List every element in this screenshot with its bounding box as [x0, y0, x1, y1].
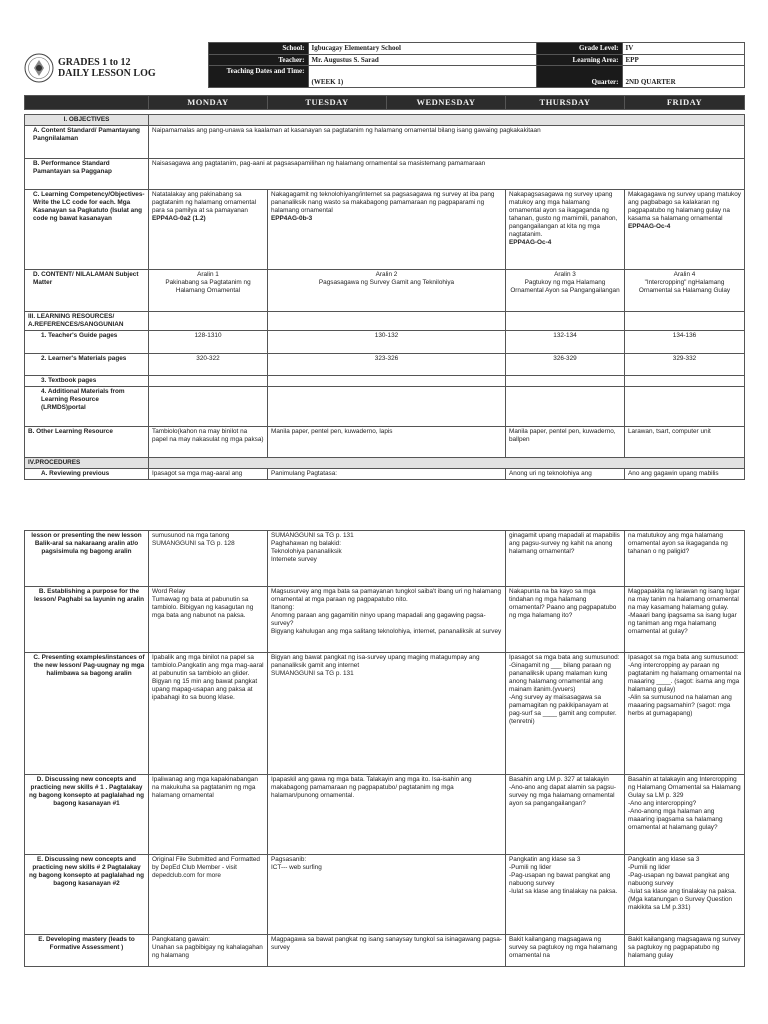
reviewing-friday: na matutukoy ang mga halamang ornamental ayon sa ikagaganda ng tahanan o ng paligid?: [625, 531, 745, 587]
mastery-label: E. Developing mastery (leads to Formative Assessment ): [25, 935, 149, 967]
tg-monday: 128-1310: [149, 330, 268, 353]
presenting-tuesday: Bigyan ang bawat pangkat ng isa-survey upang maging matagumpay ang pananaliksik gamit ang internet SUMANGGUNI sa TG p. 131: [268, 653, 506, 775]
other-resource-friday: Larawan, tsart, computer unit: [625, 426, 745, 457]
resources-heading: III. LEARNING RESOURCES/ A.REFERENCES/SANGGUNIAN: [25, 311, 149, 330]
performance-standard-text: Naisasagawa ang pagtatanim, pag-aani at pagsasapamilihan ng halamang ornamental sa masistemang pamamaraan: [149, 158, 745, 189]
additional-materials-label: 4. Additional Materials from Learning Resource (LRMDS)portal: [25, 386, 149, 426]
reviewing-thursday: ginagamit upang mapadali at mapabilis ang pagsu-survey ng kahit na anong halamang ornamental?: [506, 531, 625, 587]
area-value: EPP: [622, 54, 744, 66]
tg-tuesday: 130-132: [268, 330, 506, 353]
mastery-tuesday: Magpagawa sa bawat pangkat ng isang sanaysay tungkol sa isinagawang pagsa-survey: [268, 935, 506, 967]
discussing-1-monday: Ipaliwanag ang mga kapakinabangan na makukuha sa pagtatanim ng mga halamang ornamental: [149, 775, 268, 855]
lm-thursday: 326-329: [506, 353, 625, 375]
lesson-table-2: [24, 530, 745, 967]
other-resource-monday: Tambiolo(kahon na may binilot na papel na may nakasulat ng mga paksa): [149, 426, 268, 457]
lm-tuesday: 323-326: [268, 353, 506, 375]
reviewing-tuesday: SUMANGGUNI sa TG p. 131 Paghahawan ng balakid: Teknolohiya pananaliksik Internete survey: [268, 531, 506, 587]
day-wednesday: WEDNESDAY: [387, 95, 506, 109]
reviewing-friday-top: Ano ang gagawin upang mabilis: [625, 468, 745, 479]
content-label: D. CONTENT/ NILALAMAN Subject Matter: [25, 269, 149, 311]
day-tuesday: TUESDAY: [268, 95, 387, 109]
discussing-1-friday: Basahin at talakayin ang Intercropping ng Halamang Ornamental sa Halamang Gulay sa LM p. 329 -Ano ang intercropping? -Ano-anong mga halaman ang maaaring ipagsama sa halamang ornamental at halamang gulay?: [625, 775, 745, 855]
reviewing-tuesday-top: Panimulang Pagtatasa:: [268, 468, 506, 479]
lm-friday: 329-332: [625, 353, 745, 375]
lm-label: 2. Learner's Materials pages: [25, 353, 149, 375]
dates-value: (WEEK 1): [308, 66, 536, 88]
content-standard-label: A. Content Standard/ Pamantayang Pangnilalaman: [25, 125, 149, 158]
header-table: [24, 42, 745, 94]
dates-label: Teaching Dates and Time:: [208, 66, 308, 88]
day-monday: MONDAY: [149, 95, 268, 109]
purpose-label: B. Establishing a purpose for the lesson/ Paghabi sa layunin ng aralin: [25, 587, 149, 653]
reviewing-monday: sumusunod na mga tanong SUMANGGUNI sa TG p. 128: [149, 531, 268, 587]
mastery-thursday: Bakit kailangang magsagawa ng survey sa pagtukoy ng mga halamang ornamental na: [506, 935, 625, 967]
tg-thursday: 132-134: [506, 330, 625, 353]
purpose-monday: Word Relay Tumawag ng bata at pabunutin sa tambiolo. Bibigyan ng kasagutan ng mga bata ang nabunot na paksa.: [149, 587, 268, 653]
reviewing-monday-top: Ipasagot sa mga mag-aaral ang: [149, 468, 268, 479]
page-2: [24, 530, 744, 967]
quarter-label: Quarter:: [536, 66, 622, 88]
header-title-cell: [24, 43, 208, 94]
presenting-label: C. Presenting examples/instances of the new lesson/ Pag-uugnay ng mga halimbawa sa bagong aralin: [25, 653, 149, 775]
tg-friday: 134-136: [625, 330, 745, 353]
competency-monday: Natatalakay ang pakinabang sa pagtatanim ng halamang ornamental para sa pamilya at sa pamayanan EPP4AG-0a2 (1.2): [149, 189, 268, 269]
teacher-value: Mr. Augustus S. Sarad: [308, 54, 536, 66]
competency-friday: Makagagawa ng survey upang matukoy ang pagbabago sa kalakaran ng pagpapatubo ng halamang gulay na kasama sa halamang ornamental EPP4AG-Oc-4: [625, 189, 745, 269]
lm-monday: 320-322: [149, 353, 268, 375]
grade-label: Grade Level:: [536, 43, 622, 55]
reviewing-thursday-top: Anong uri ng teknolohiya ang: [506, 468, 625, 479]
day-thursday: THURSDAY: [506, 95, 625, 109]
day-friday: FRIDAY: [625, 95, 745, 109]
deped-seal-icon: [24, 53, 54, 83]
performance-standard-label: B. Performance Standard Pamantayan sa Pagganap: [25, 158, 149, 189]
reviewing-label-top: A. Reviewing previous: [25, 468, 149, 479]
other-resource-label: B. Other Learning Resource: [25, 426, 149, 457]
procedures-heading: IV.PROCEDURES: [25, 457, 149, 468]
discussing-2-label: E. Discussing new concepts and practicing new skills # 2 Pagtalakay ng bagong konsepto at paglalahad ng bagong kasanayan #2: [25, 855, 149, 935]
reviewing-label: lesson or presenting the new lesson Balik-aral sa nakaraang aralin at/o pagsisimula ng bagong aralin: [25, 531, 149, 587]
competency-label: C. Learning Competency/Objectives- Write the LC code for each. Mga Kasanayan sa Pagkatuto (Isulat ang code ng bawat kasanayan: [25, 189, 149, 269]
mastery-friday: Bakit kailangang magsagawa ng survey sa pagtukoy ng pagpapatubo ng halamang gulay: [625, 935, 745, 967]
discussing-1-label: D. Discussing new concepts and practicing new skills # 1 . Pagtalakay ng bagong konsepto at paglalahad ng bagong kasanayan #1: [25, 775, 149, 855]
purpose-thursday: Nakapunta na ba kayo sa mga tindahan ng mga halamang ornamental? Paano ang pagpapatubo ng mga halamang ito?: [506, 587, 625, 653]
mastery-monday: Pangkatang gawain: Unahan sa pagbibigay ng kahalagahan ng halamang: [149, 935, 268, 967]
content-friday: Aralin 4 "Intercropping" ngHalamang Ornamental sa Halamang Gulay: [625, 269, 745, 311]
area-label: Learning Area:: [536, 54, 622, 66]
competency-thursday: Nakapagsasagawa ng survey upang matukoy ang mga halamang ornamental ayon sa ikagaganda ng tahanan, gusto ng mamimili, panahon, pangangailangan at kita ng mga nagtatanim. EPP4AG-Oc-4: [506, 189, 625, 269]
content-tuesday: Aralin 2 Pagsasagawa ng Survey Gamit ang Teknilohiya: [268, 269, 506, 311]
school-value: Igbucagay Elementary School: [308, 43, 536, 55]
other-resource-tuesday: Manila paper, pentel pen, kuwaderno, lapis: [268, 426, 506, 457]
presenting-thursday: Ipasagot sa mga bata ang sumusunod: -Ginagamit ng ___ bilang paraan ng pananaliksik upang malaman kung anong halamang ornamental ang mainam itanim.(yvuers) -Ang survey ay maisasagawa sa pamamagitan ng pakikipanayam at pag-surf sa ____ gamit ang computer.(tenretni): [506, 653, 625, 775]
discussing-2-monday: Original File Submitted and Formatted by DepEd Club Member - visit depedclub.com for more: [149, 855, 268, 935]
discussing-2-friday: Pangkatin ang klase sa 3 -Pumili ng lider -Pag-usapan ng bawat pangkat ang nabuong survey -Iulat sa klase ang tinalakay na paksa. (Mga katanungan o Survey Question makikita sa LM p.331): [625, 855, 745, 935]
title-line-2: DAILY LESSON LOG: [58, 68, 156, 79]
quarter-value: 2ND QUARTER: [622, 66, 744, 88]
objectives-heading: I. OBJECTIVES: [25, 114, 149, 125]
textbook-label: 3. Textbook pages: [25, 375, 149, 386]
discussing-1-tuesday: Ipapaskil ang gawa ng mga bata. Talakayin ang mga ito. Isa-isahin ang makabagong pamamaraan ng pagpapatubo/ pagtatanim ng mga halaman/punong ornamental.: [268, 775, 506, 855]
discussing-1-thursday: Basahin ang LM p. 327 at talakayin -Ano-ano ang dapat alamin sa pagsu-survey ng mga halamang ornamental ayon sa pangangailangan?: [506, 775, 625, 855]
content-monday: Aralin 1 Pakinabang sa Pagtatanim ng Halamang Ornamental: [149, 269, 268, 311]
grade-value: IV: [622, 43, 744, 55]
page-1: [24, 42, 744, 480]
content-standard-text: Naipamamalas ang pang-unawa sa kaalaman at kasanayan sa pagtatanim ng halamang ornamental bilang isang gawaing pagkakakitaan: [149, 125, 745, 158]
purpose-tuesday: Magsusurvey ang mga bata sa pamayanan tungkol saiba't ibang uri ng halamang ornamental at mga paraan ng pagpapatubo nito. Itanong: Anomng paraan ang gagamitin ninyo upang mapadali ang gagawing pagsa-survey? Bigyang kahulugan ang mga salitang teknolohiya, internet, pananaliksik at survey: [268, 587, 506, 653]
presenting-friday: Ipasagot sa mga bata ang sumusunod: -Ang intercropping ay paraan ng pagtatanim ng halamang ornamental na maaaring ____. (sagot: isama ang mga halamang gulay) -Alin sa sumusunod na halaman ang maaaring pagsamahin? (sagot: mga herbs at gumagapang): [625, 653, 745, 775]
purpose-friday: Magpapakita ng larawan ng isang lugar na may tanim na halamang ornamental na may kasamang halamang gulay. -Maaari bang ipagsama sa isang lugar ng taniman ang mga halamang ornamental at gulay?: [625, 587, 745, 653]
discussing-2-thursday: Pangkatin ang klase sa 3 -Pumili ng lider -Pag-usapan ng bawat pangkat ang nabuong survey -Iulat sa klase ang tinalakay na paksa.: [506, 855, 625, 935]
school-label: School:: [208, 43, 308, 55]
other-resource-thursday: Manila paper, pentel pen, kuwaderno, ballpen: [506, 426, 625, 457]
competency-tuesday: Nakagagamit ng teknolohiyang/internet sa pagsasagawa ng survey at iba pang pananaliksik nang wasto sa makabagong pamamaraan ng pagpaparami ng halamang ornamental EPP4AG-0b-3: [268, 189, 506, 269]
discussing-2-tuesday: Pagsasanib: ICT--- web surfing: [268, 855, 506, 935]
day-header-row: [25, 95, 745, 109]
lesson-table-1: [24, 95, 745, 480]
tg-label: 1. Teacher's Guide pages: [25, 330, 149, 353]
teacher-label: Teacher:: [208, 54, 308, 66]
presenting-monday: Ipabalik ang mga binilot na papel sa tambiolo.Pangkatin ang mga mag-aaral at pabunutin sa tambiolo an glider. Bigyan ng 15 min ang bawat pangkat upang mapag-usapan ang paksa at ipabahagi ito sa buong klase.: [149, 653, 268, 775]
title-line-1: GRADES 1 to 12: [58, 57, 131, 68]
content-thursday: Aralin 3 Pagtukoy ng mga Halamang Ornamental Ayon sa Pangangailangan: [506, 269, 625, 311]
